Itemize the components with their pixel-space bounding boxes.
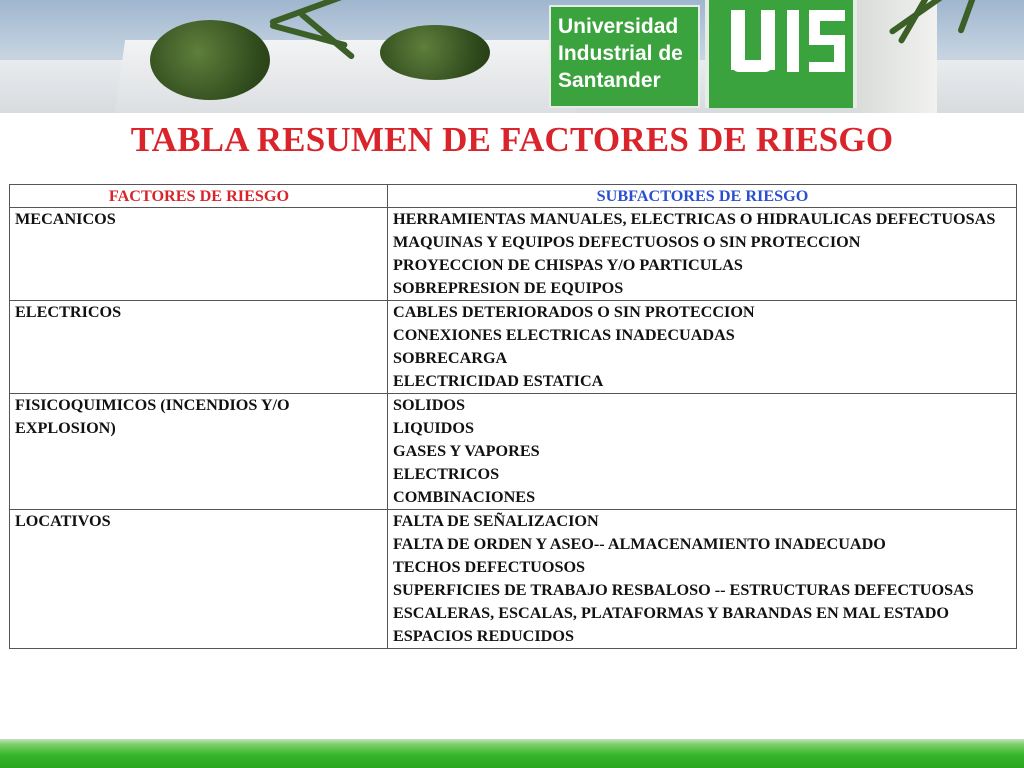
subfactor-item: TECHOS DEFECTUOSOS xyxy=(393,558,586,576)
subfactor-item: COMBINACIONES xyxy=(393,488,536,506)
building-frame xyxy=(857,0,937,113)
subfactor-item: HERRAMIENTAS MANUALES, ELECTRICAS O HIDRAULICAS DEFECTUOSAS xyxy=(393,210,996,228)
tree-left xyxy=(150,20,270,100)
subfactor-cell xyxy=(388,301,1017,394)
subfactor-item: CONEXIONES ELECTRICAS INADECUADAS xyxy=(393,326,735,344)
table-row xyxy=(10,394,1017,510)
table-row xyxy=(10,510,1017,649)
subfactor-cell xyxy=(388,510,1017,649)
footer-green-bar xyxy=(0,739,1024,768)
subfactor-item: PROYECCION DE CHISPAS Y/O PARTICULAS xyxy=(393,256,743,274)
footer-spacer xyxy=(0,716,1024,739)
subfactor-item: SOBREPRESION DE EQUIPOS xyxy=(393,279,624,297)
factor-cell: LOCATIVOS xyxy=(10,510,388,649)
subfactor-item: MAQUINAS Y EQUIPOS DEFECTUOSOS O SIN PROTECCION xyxy=(393,233,861,251)
subfactor-item: SOLIDOS xyxy=(393,396,465,414)
table-header-row xyxy=(10,185,1017,208)
factor-cell: MECANICOS xyxy=(10,208,388,301)
subfactor-item: FALTA DE ORDEN Y ASEO-- ALMACENAMIENTO INADECUADO xyxy=(393,535,886,553)
subfactor-item: LIQUIDOS xyxy=(393,419,474,437)
header-banner-photo xyxy=(0,0,1024,113)
sign-line-1: Universidad xyxy=(558,15,679,38)
palm-frond xyxy=(957,0,983,34)
column-header-subfactors: SUBFACTORES DE RIESGO xyxy=(388,185,1017,208)
subfactor-item: GASES Y VAPORES xyxy=(393,442,540,460)
table-row xyxy=(10,208,1017,301)
subfactor-item: SUPERFICIES DE TRABAJO RESBALOSO -- ESTRUCTURAS DEFECTUOSAS xyxy=(393,581,974,599)
sign-line-3: Santander xyxy=(558,69,661,92)
subfactor-item: FALTA DE SEÑALIZACION xyxy=(393,512,599,530)
subfactor-item: SOBRECARGA xyxy=(393,349,508,367)
subfactor-item: CABLES DETERIORADOS O SIN PROTECCION xyxy=(393,303,755,321)
subfactor-item: ELECTRICOS xyxy=(393,465,500,483)
table-row xyxy=(10,301,1017,394)
logo-stroke xyxy=(787,10,799,72)
column-header-factors: FACTORES DE RIESGO xyxy=(10,185,388,208)
uis-logo xyxy=(705,0,857,108)
tree-center xyxy=(380,25,490,80)
page-title: TABLA RESUMEN DE FACTORES DE RIESGO xyxy=(130,120,894,159)
logo-stroke xyxy=(761,10,775,70)
risk-factors-table xyxy=(9,184,1017,649)
subfactor-cell xyxy=(388,208,1017,301)
subfactor-cell xyxy=(388,394,1017,510)
sign-line-2: Industrial de xyxy=(558,42,683,65)
subfactor-item: ESPACIOS REDUCIDOS xyxy=(393,627,574,645)
subfactor-item: ESCALERAS, ESCALAS, PLATAFORMAS Y BARANDAS EN MAL ESTADO xyxy=(393,604,949,622)
factor-cell: ELECTRICOS xyxy=(10,301,388,394)
university-sign xyxy=(549,5,700,108)
subfactor-item: ELECTRICIDAD ESTATICA xyxy=(393,372,604,390)
factor-cell: FISICOQUIMICOS (INCENDIOS Y/O EXPLOSION) xyxy=(10,394,388,510)
logo-stroke xyxy=(809,62,845,72)
